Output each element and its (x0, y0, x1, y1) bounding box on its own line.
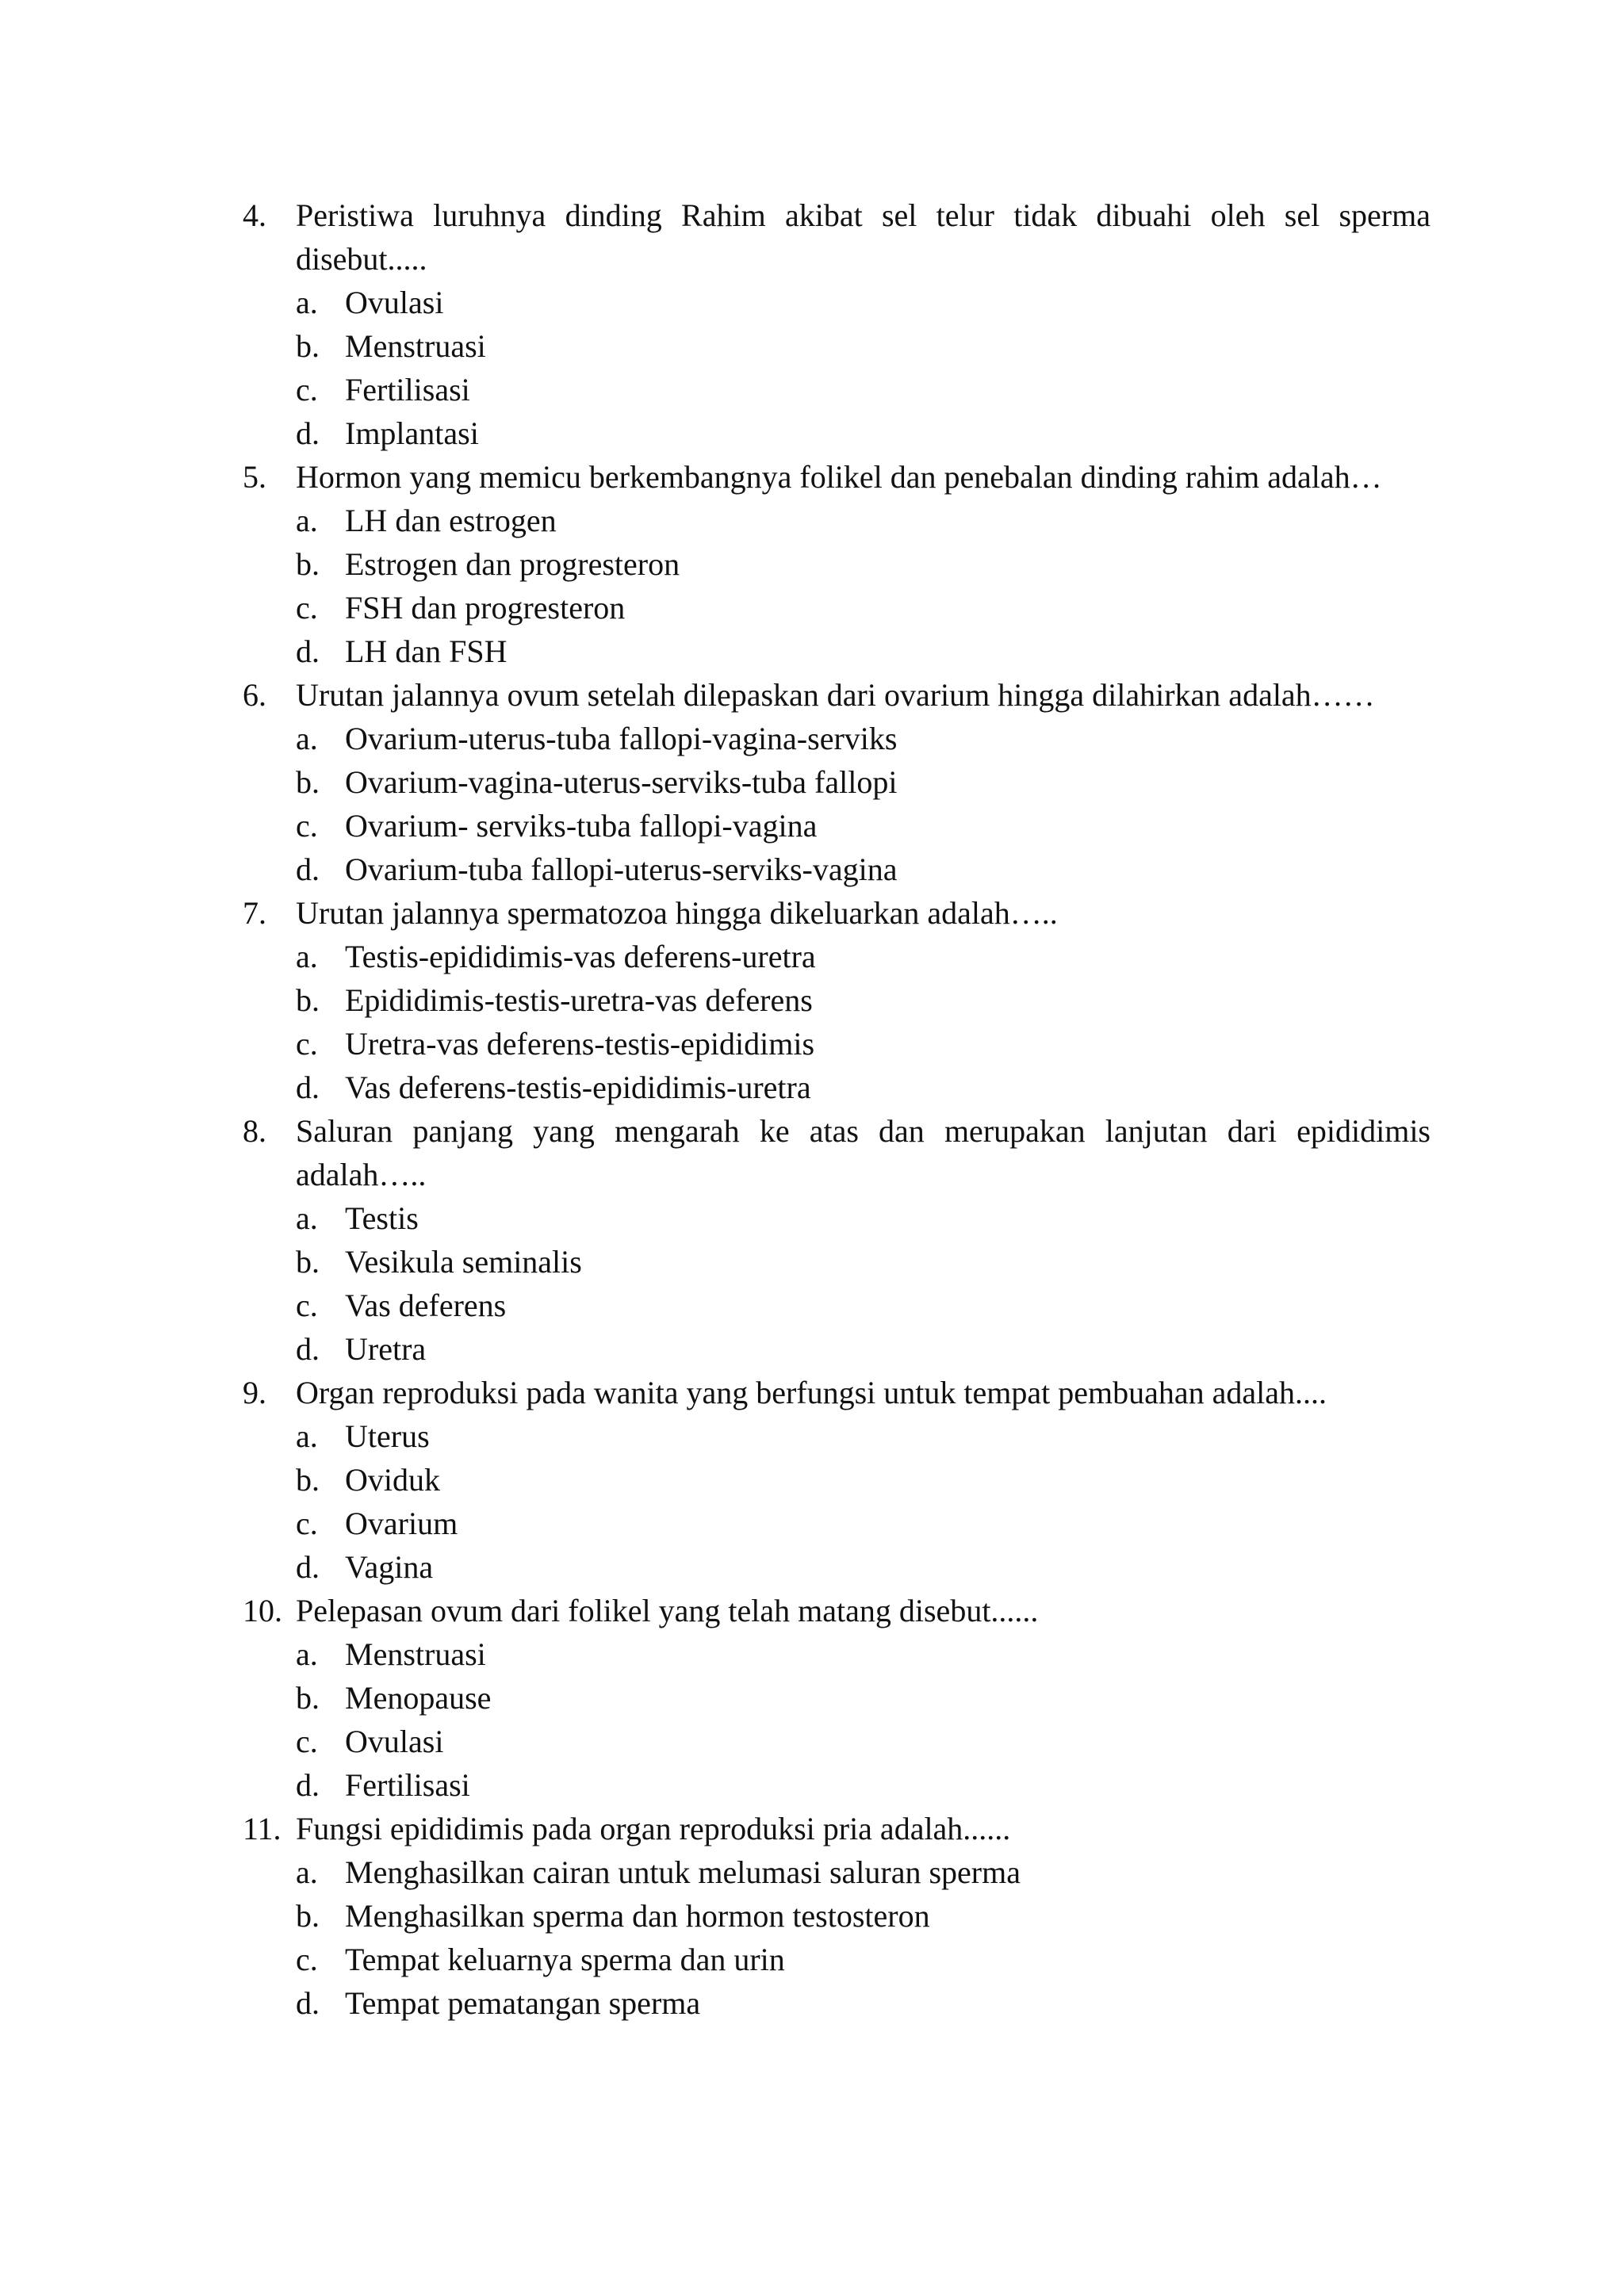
question-number: 8. (243, 1113, 266, 1149)
answer-option (296, 1066, 1431, 1109)
option-text: Uretra (345, 1331, 427, 1367)
option-letter: b. (296, 546, 320, 582)
option-letter: d. (296, 415, 320, 451)
question-number: 7. (243, 895, 266, 931)
answer-option (296, 1414, 1431, 1458)
option-text: Uretra-vas deferens-testis-epididimis (345, 1026, 815, 1062)
option-letter: b. (296, 982, 320, 1018)
option-letter: c. (296, 590, 318, 626)
option-letter: b. (296, 764, 320, 800)
question-text: Saluran panjang yang mengarah ke atas dan merupakan lanjutan dari epididimis adalah….. (296, 1113, 1431, 1192)
answer-option (296, 281, 1431, 324)
option-text: Fertilisasi (345, 372, 470, 408)
answer-option (296, 760, 1431, 804)
question-number: 10. (243, 1593, 282, 1628)
question-number: 9. (243, 1375, 266, 1410)
question-item (243, 455, 1431, 673)
option-text: Ovarium- serviks-tuba fallopi-vagina (345, 808, 818, 844)
option-text: Oviduk (345, 1462, 440, 1498)
question-item (243, 673, 1431, 891)
option-letter: c. (296, 808, 318, 844)
option-text: Vas deferens-testis-epididimis-uretra (345, 1070, 811, 1105)
question-text: Organ reproduksi pada wanita yang berfungsi untuk tempat pembuahan adalah.... (296, 1375, 1327, 1410)
option-letter: d. (296, 1985, 320, 2021)
option-letter: c. (296, 1506, 318, 1541)
option-text: Ovarium (345, 1506, 458, 1541)
option-letter: d. (296, 851, 320, 887)
answer-option (296, 1327, 1431, 1371)
answer-option (296, 629, 1431, 673)
option-text: Vas deferens (345, 1288, 507, 1323)
answer-option (296, 1502, 1431, 1545)
question-number: 4. (243, 197, 266, 233)
option-text: Ovarium-vagina-uterus-serviks-tuba fallopi (345, 764, 898, 800)
answer-option (296, 1938, 1431, 1981)
answer-option (296, 411, 1431, 455)
option-text: LH dan FSH (345, 633, 508, 669)
question-text: Urutan jalannya spermatozoa hingga dikeluarkan adalah….. (296, 895, 1058, 931)
answer-option (296, 1763, 1431, 1807)
option-text: Ovulasi (345, 1724, 444, 1759)
question-text: Pelepasan ovum dari folikel yang telah matang disebut...... (296, 1593, 1039, 1628)
answer-option (296, 1240, 1431, 1284)
option-text: Testis-epididimis-vas deferens-uretra (345, 939, 816, 974)
answer-option (296, 1196, 1431, 1240)
option-letter: c. (296, 1026, 318, 1062)
question-text: Urutan jalannya ovum setelah dilepaskan dari ovarium hingga dilahirkan adalah…… (296, 677, 1375, 713)
answer-options (296, 1414, 1431, 1589)
answer-option (296, 368, 1431, 411)
option-letter: a. (296, 939, 318, 974)
option-letter: b. (296, 1462, 320, 1498)
option-text: Fertilisasi (345, 1767, 470, 1803)
option-letter: a. (296, 285, 318, 320)
answer-options (296, 281, 1431, 455)
answer-option (296, 1894, 1431, 1938)
answer-option (296, 324, 1431, 368)
answer-option (296, 1458, 1431, 1502)
answer-option (296, 1720, 1431, 1763)
question-item (243, 1371, 1431, 1589)
option-text: Tempat pematangan sperma (345, 1985, 701, 2021)
option-text: Menstruasi (345, 1636, 486, 1672)
answer-options (296, 1196, 1431, 1371)
answer-option (296, 848, 1431, 891)
option-letter: a. (296, 1418, 318, 1454)
option-text: Uterus (345, 1418, 430, 1454)
option-text: Estrogen dan progresteron (345, 546, 680, 582)
answer-options (296, 717, 1431, 891)
answer-option (296, 935, 1431, 978)
option-letter: a. (296, 1636, 318, 1672)
answer-option (296, 1545, 1431, 1589)
answer-options (296, 1850, 1431, 2025)
option-letter: c. (296, 372, 318, 408)
answer-options (296, 935, 1431, 1109)
option-text: Menstruasi (345, 328, 486, 364)
option-text: Vagina (345, 1549, 434, 1585)
question-number: 6. (243, 677, 266, 713)
answer-option (296, 1022, 1431, 1066)
question-item (243, 1589, 1431, 1807)
option-letter: b. (296, 1244, 320, 1280)
answer-option (296, 717, 1431, 760)
option-text: Vesikula seminalis (345, 1244, 582, 1280)
option-letter: b. (296, 328, 320, 364)
question-number: 5. (243, 459, 266, 495)
option-letter: d. (296, 1331, 320, 1367)
option-letter: d. (296, 1549, 320, 1585)
option-text: LH dan estrogen (345, 503, 557, 538)
option-text: Menghasilkan cairan untuk melumasi saluran sperma (345, 1854, 1021, 1890)
option-text: Testis (345, 1200, 419, 1236)
question-text: Fungsi epididimis pada organ reproduksi pria adalah...... (296, 1811, 1011, 1846)
question-text: Hormon yang memicu berkembangnya folikel dan penebalan dinding rahim adalah… (296, 459, 1382, 495)
option-letter: d. (296, 633, 320, 669)
answer-option (296, 499, 1431, 542)
question-item (243, 193, 1431, 455)
answer-option (296, 1850, 1431, 1894)
question-number: 11. (243, 1811, 282, 1846)
option-letter: c. (296, 1942, 318, 1977)
answer-options (296, 1632, 1431, 1807)
option-letter: a. (296, 1200, 318, 1236)
option-letter: b. (296, 1680, 320, 1716)
option-text: Ovarium-tuba fallopi-uterus-serviks-vagina (345, 851, 898, 887)
answer-option (296, 542, 1431, 586)
option-text: Menopause (345, 1680, 492, 1716)
answer-option (296, 1632, 1431, 1676)
question-text: Peristiwa luruhnya dinding Rahim akibat sel telur tidak dibuahi oleh sel sperma disebut..... (296, 197, 1431, 277)
option-letter: d. (296, 1767, 320, 1803)
option-letter: c. (296, 1288, 318, 1323)
option-text: Ovulasi (345, 285, 444, 320)
question-item (243, 1807, 1431, 2025)
option-letter: c. (296, 1724, 318, 1759)
option-letter: b. (296, 1898, 320, 1934)
option-letter: a. (296, 721, 318, 756)
question-list (243, 193, 1431, 2025)
question-item (243, 891, 1431, 1109)
answer-options (296, 499, 1431, 673)
option-letter: a. (296, 503, 318, 538)
answer-option (296, 1676, 1431, 1720)
option-letter: d. (296, 1070, 320, 1105)
option-letter: a. (296, 1854, 318, 1890)
option-text: Epididimis-testis-uretra-vas deferens (345, 982, 813, 1018)
question-item (243, 1109, 1431, 1371)
answer-option (296, 804, 1431, 848)
answer-option (296, 978, 1431, 1022)
option-text: Ovarium-uterus-tuba fallopi-vagina-serviks (345, 721, 898, 756)
answer-option (296, 586, 1431, 629)
option-text: FSH dan progresteron (345, 590, 626, 626)
answer-option (296, 1981, 1431, 2025)
answer-option (296, 1284, 1431, 1327)
option-text: Menghasilkan sperma dan hormon testosteron (345, 1898, 930, 1934)
option-text: Tempat keluarnya sperma dan urin (345, 1942, 785, 1977)
option-text: Implantasi (345, 415, 479, 451)
